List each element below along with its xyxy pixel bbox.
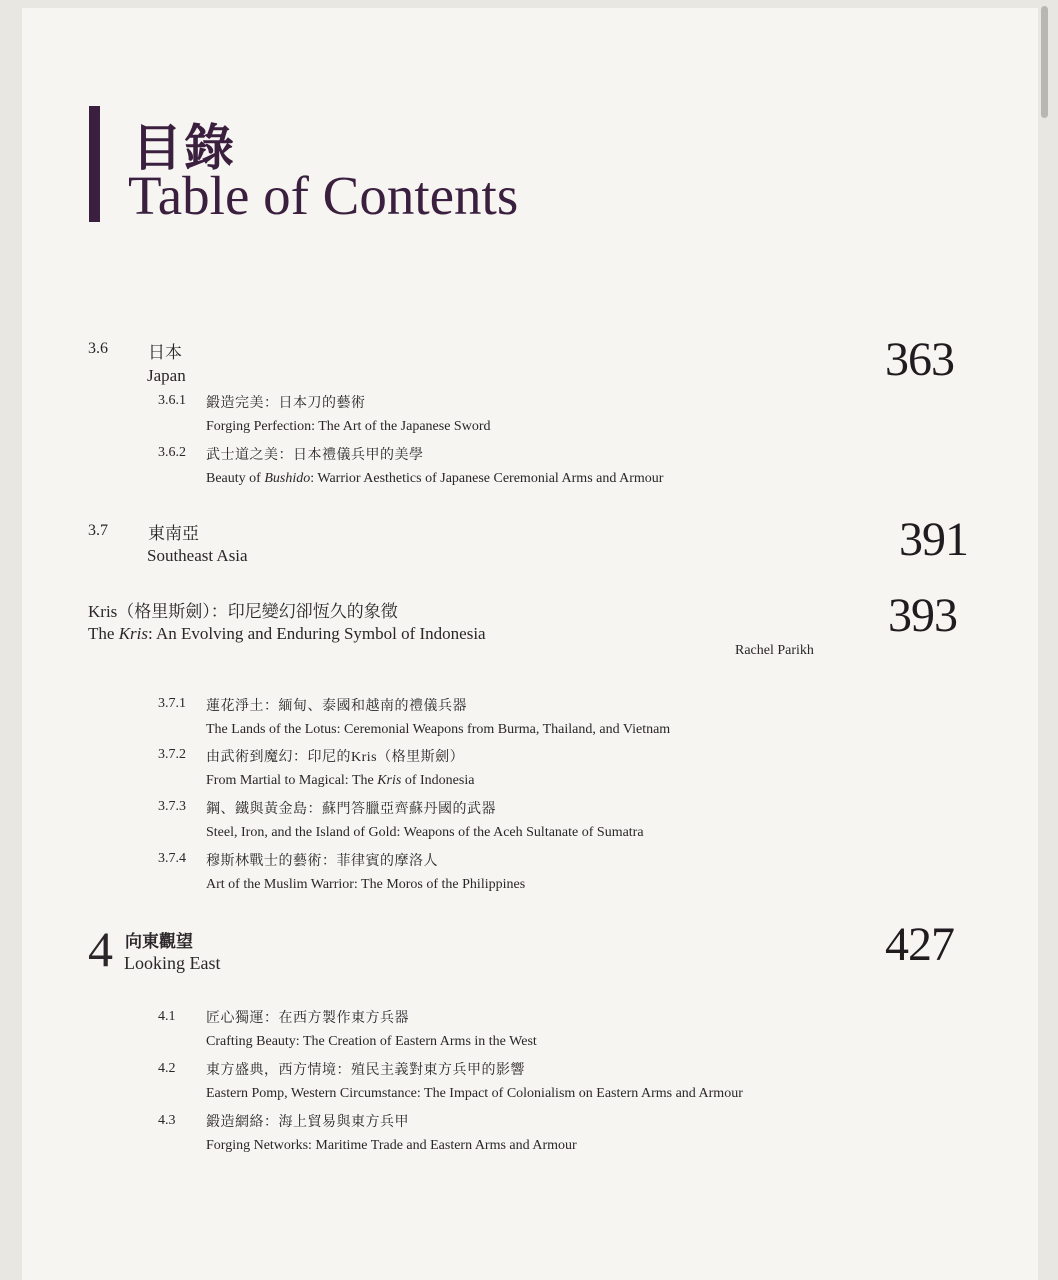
- subsection-title-english: Steel, Iron, and the Island of Gold: Weapons of the Aceh Sultanate of Sumatra: [206, 825, 644, 840]
- section-number: 3.7: [88, 522, 108, 539]
- essay-title-chinese: Kris（格里斯劍）：印尼變幻卻恆久的象徵: [88, 602, 398, 621]
- subsection-number: 4.2: [158, 1061, 176, 1076]
- subsection-title-english: Eastern Pomp, Western Circumstance: The Impact of Colonialism on Eastern Arms and Armour: [206, 1086, 743, 1101]
- page-number: 427: [885, 918, 954, 971]
- essay-author: Rachel Parikh: [735, 643, 814, 658]
- subsection-number: 3.7.4: [158, 851, 186, 866]
- subsection-title-english: Art of the Muslim Warrior: The Moros of the Philippines: [206, 877, 526, 892]
- subsection-title-chinese: 鍛造完美：日本刀的藝術: [206, 396, 366, 411]
- subsection-number: 4.3: [158, 1113, 176, 1128]
- section-title-english: Southeast Asia: [147, 546, 248, 565]
- subsection-title-english: Beauty of Bushido: Warrior Aesthetics of Japanese Ceremonial Arms and Armour: [206, 471, 664, 486]
- subsection-title-english: Crafting Beauty: The Creation of Eastern Arms in the West: [206, 1034, 537, 1049]
- subsection-number: 3.7.1: [158, 696, 186, 711]
- subsection-number: 3.7.2: [158, 747, 186, 762]
- subsection-title-english: Forging Networks: Maritime Trade and Eastern Arms and Armour: [206, 1138, 577, 1153]
- page-number: 363: [885, 333, 954, 386]
- part-title-chinese: 向東觀望: [125, 932, 193, 951]
- page-number: 393: [888, 589, 957, 642]
- subsection-title-chinese: 由武術到魔幻：印尼的Kris（格里斯劍）: [206, 750, 465, 765]
- page-title-english: Table of Contents: [128, 165, 519, 226]
- section-title-english: Japan: [147, 366, 186, 385]
- essay-title-english: The Kris: An Evolving and Enduring Symbol of Indonesia: [88, 624, 486, 643]
- page-number: 391: [899, 513, 968, 566]
- subsection-number: 3.6.2: [158, 445, 186, 460]
- title-accent-bar: [89, 106, 100, 222]
- subsection-number: 3.7.3: [158, 799, 186, 814]
- subsection-title-chinese: 武士道之美：日本禮儀兵甲的美學: [206, 448, 424, 463]
- section-title-chinese: 日本: [148, 343, 182, 362]
- section-title-chinese: 東南亞: [148, 524, 199, 543]
- subsection-title-english: The Lands of the Lotus: Ceremonial Weapons from Burma, Thailand, and Vietnam: [206, 722, 671, 737]
- subsection-number: 4.1: [158, 1009, 176, 1024]
- page-title-chinese: 目錄: [132, 120, 236, 176]
- subsection-title-chinese: 東方盛典，西方情境：殖民主義對東方兵甲的影響: [206, 1063, 525, 1078]
- part-title-english: Looking East: [124, 953, 221, 973]
- subsection-title-chinese: 穆斯林戰士的藝術：菲律賓的摩洛人: [206, 854, 438, 869]
- subsection-title-english: Forging Perfection: The Art of the Japanese Sword: [206, 419, 491, 434]
- subsection-title-english: From Martial to Magical: The Kris of Indonesia: [206, 773, 475, 788]
- section-number: 3.6: [88, 340, 108, 357]
- part-number: 4: [88, 921, 113, 977]
- subsection-title-chinese: 鍛造網絡：海上貿易與東方兵甲: [206, 1115, 409, 1130]
- subsection-title-chinese: 蓮花淨土：緬甸、泰國和越南的禮儀兵器: [206, 699, 467, 714]
- scrollbar[interactable]: [1041, 6, 1048, 118]
- subsection-title-chinese: 匠心獨運：在西方製作東方兵器: [206, 1011, 409, 1026]
- subsection-title-chinese: 鋼、鐵與黃金島：蘇門答臘亞齊蘇丹國的武器: [206, 802, 496, 817]
- subsection-number: 3.6.1: [158, 393, 186, 408]
